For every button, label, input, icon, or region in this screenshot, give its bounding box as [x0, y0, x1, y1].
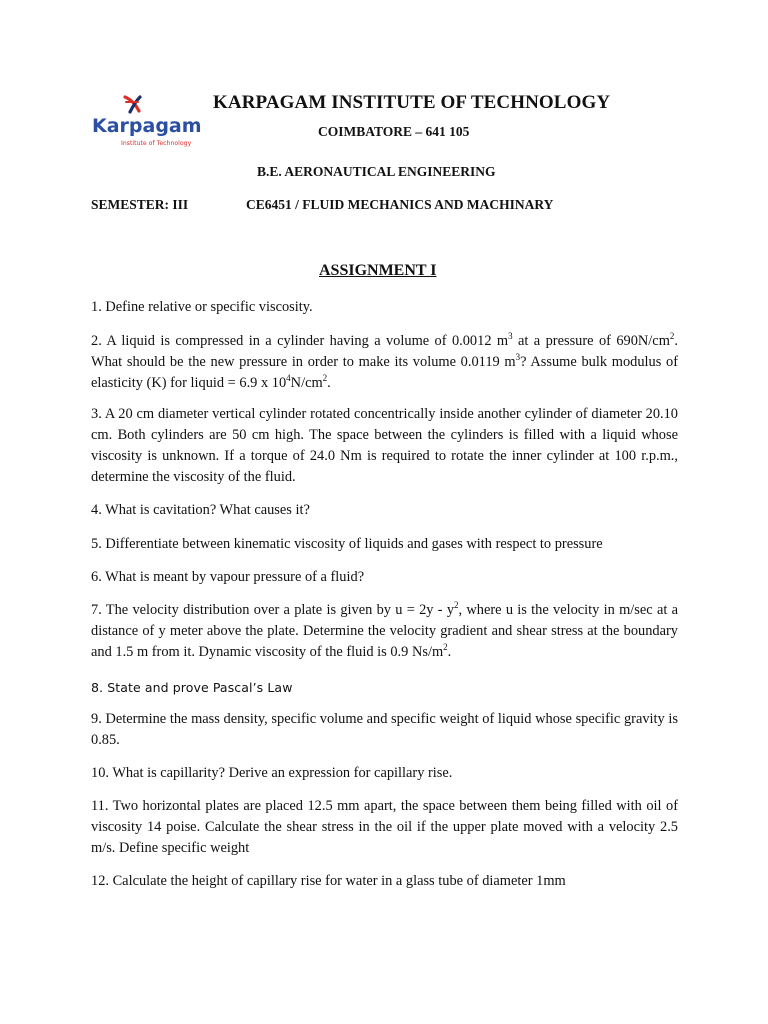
semester-label: SEMESTER: III	[91, 197, 189, 212]
assignment-title: ASSIGNMENT I	[319, 262, 437, 279]
q2-sup-e: 2	[322, 373, 328, 383]
q7-text-a: 7. The velocity distribution over a plate is given by u = 2y - y	[91, 602, 455, 618]
q2-text-b: at a pressure of 690N/cm	[512, 333, 670, 349]
q2-sup-d: 4	[286, 373, 291, 383]
institution-name: KARPAGAM INSTITUTE OF TECHNOLOGY	[213, 92, 611, 113]
q7-sup-b: 2	[443, 642, 448, 652]
q2-sup-c: 3	[515, 352, 521, 362]
question-10: 10. What is capillarity? Derive an expression for capillary rise.	[91, 765, 453, 781]
karpagam-logo-graphic	[92, 94, 212, 150]
q2-text-c: . What should be the new pressure in order to make its volume 0.0119 m	[91, 333, 679, 370]
question-2	[91, 331, 678, 394]
q2-text-e: N/cm	[290, 375, 323, 391]
q7-text-b: , where u is the velocity in m/sec at a distance of y meter above the plate. Determine the velocity gradient and shear stress at the boundary and 1.5 m from it. Dynamic viscosity of the fluid is 0.9 Ns/m	[91, 602, 678, 660]
question-4: 4. What is cavitation? What causes it?	[91, 502, 310, 518]
question-7	[91, 600, 678, 663]
question-6: 6. What is meant by vapour pressure of a fluid?	[91, 569, 365, 585]
q2-sup-a: 3	[508, 331, 513, 341]
q2-sup-b: 2	[669, 331, 675, 341]
q7-sup-a: 2	[454, 600, 459, 610]
logo-tagline: Institute of Technology	[121, 140, 192, 147]
question-9: 9. Determine the mass density, specific volume and specific weight of liquid whose specific gravity is 0.85.	[91, 711, 678, 748]
question-5: 5. Differentiate between kinematic viscosity of liquids and gases with respect to pressure	[91, 536, 603, 552]
question-1: 1. Define relative or specific viscosity.	[91, 299, 313, 315]
question-8: 8. State and prove Pascal’s Law	[91, 680, 293, 695]
logo-brand-text: Karpagam	[92, 115, 202, 137]
institution-location: COIMBATORE – 641 105	[318, 124, 470, 139]
question-3: 3. A 20 cm diameter vertical cylinder rotated concentrically inside another cylinder of diameter 20.10 cm. Both cylinders are 50 cm high. The space between the cylinders is filled with a liquid whose viscosity is unknown. If a torque of 24.0 Nm is required to rotate the inner cylinder at 100 r.p.m., determine the viscosity of the fluid.	[91, 406, 678, 485]
q2-text-d: ? Assume bulk modulus of elasticity (K) for liquid = 6.9 x 10	[91, 354, 679, 391]
course-title: CE6451 / FLUID MECHANICS AND MACHINARY	[246, 197, 554, 212]
q7-text-c: .	[447, 644, 452, 660]
department-name: B.E. AERONAUTICAL ENGINEERING	[257, 164, 496, 179]
q2-text-f: .	[327, 375, 331, 391]
question-11: 11. Two horizontal plates are placed 12.5 mm apart, the space between them being filled with oil of viscosity 14 poise. Calculate the shear stress in the oil if the upper plate moved with a velocity 2.5 m/s. Define specific weight	[91, 798, 678, 856]
karpagam-logo	[92, 94, 212, 150]
question-12: 12. Calculate the height of capillary rise for water in a glass tube of diameter 1mm	[91, 873, 566, 889]
q2-text-a: 2. A liquid is compressed in a cylinder having a volume of 0.0012 m	[91, 333, 509, 349]
